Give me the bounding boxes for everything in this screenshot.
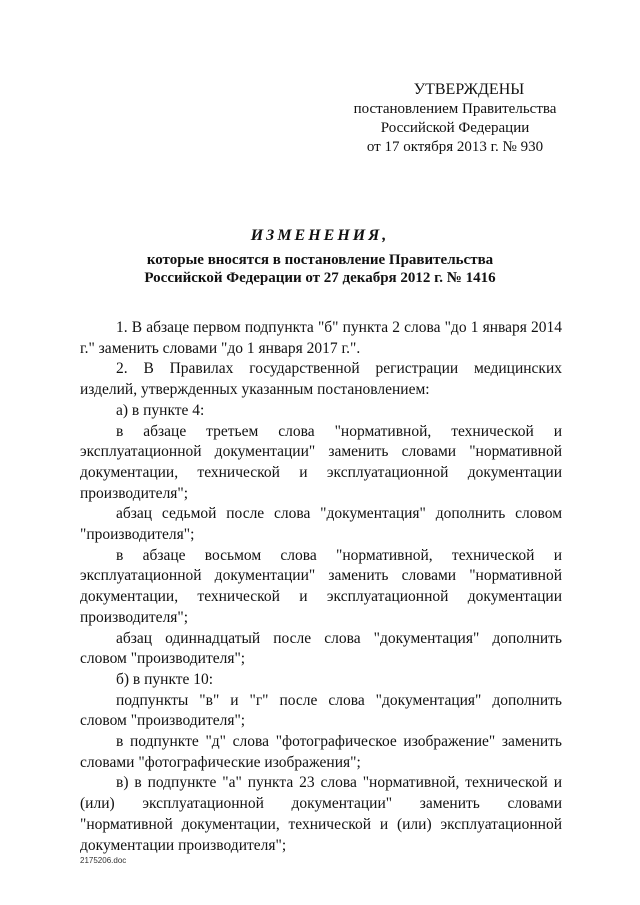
paragraph: 1. В абзаце первом подпункта "б" пункта 2 слова "до 1 января 2014 г." заменить словами "до 1 января 2017 г.". [80, 319, 562, 357]
footer-doc-id: 2175206.doc [80, 856, 127, 865]
document-heading [80, 227, 560, 287]
paragraph: 2. В Правилах государственной регистрации медицинских изделий, утвержденных указанным постановлением: [80, 360, 562, 399]
approval-block [340, 80, 570, 157]
document-subtitle-line-2: Российской Федерации от 27 декабря 2012 г. № 1416 [144, 270, 496, 286]
approval-line-1: постановлением Правительства [353, 101, 557, 117]
paragraph: а) в пункте 4: [116, 401, 205, 419]
paragraph: абзац седьмой после слова "документация" дополнить словом "производителя"; [80, 505, 562, 544]
approval-line-3: от 17 октября 2013 г. № 930 [366, 139, 544, 155]
paragraph: в абзаце третьем слова "нормативной, технической и эксплуатационной документации" заменить словами "нормативной документации, технической и эксплуатационной документации производителя"; [80, 422, 562, 502]
document-body [80, 318, 562, 856]
paragraph: в абзаце восьмом слова "нормативной, технической и эксплуатационной документации" заменить словами "нормативной документации, технической и эксплуатационной документации производителя"; [80, 546, 562, 626]
document-title: ИЗМЕНЕНИЯ, [250, 227, 390, 244]
approval-title: УТВЕРЖДЕНЫ [413, 81, 525, 98]
paragraph: в) в подпункте "а" пункта 23 слова "нормативной, технической и (или) эксплуатационной документации" заменить словами "нормативной документации, технической и (или) эксплуатационной документации производителя"; [80, 774, 562, 854]
paragraph: абзац одиннадцатый после слова "документация" дополнить словом "производителя"; [80, 629, 562, 668]
paragraph: подпункты "в" и "г" после слова "документация" дополнить словом "производителя"; [80, 691, 562, 730]
paragraph: в подпункте "д" слова "фотографическое изображение" заменить словами "фотографические изображения"; [80, 733, 562, 771]
paragraph: б) в пункте 10: [116, 670, 214, 688]
document-subtitle-line-1: которые вносятся в постановление Правительства [146, 252, 494, 268]
approval-line-2: Российской Федерации [380, 120, 530, 136]
